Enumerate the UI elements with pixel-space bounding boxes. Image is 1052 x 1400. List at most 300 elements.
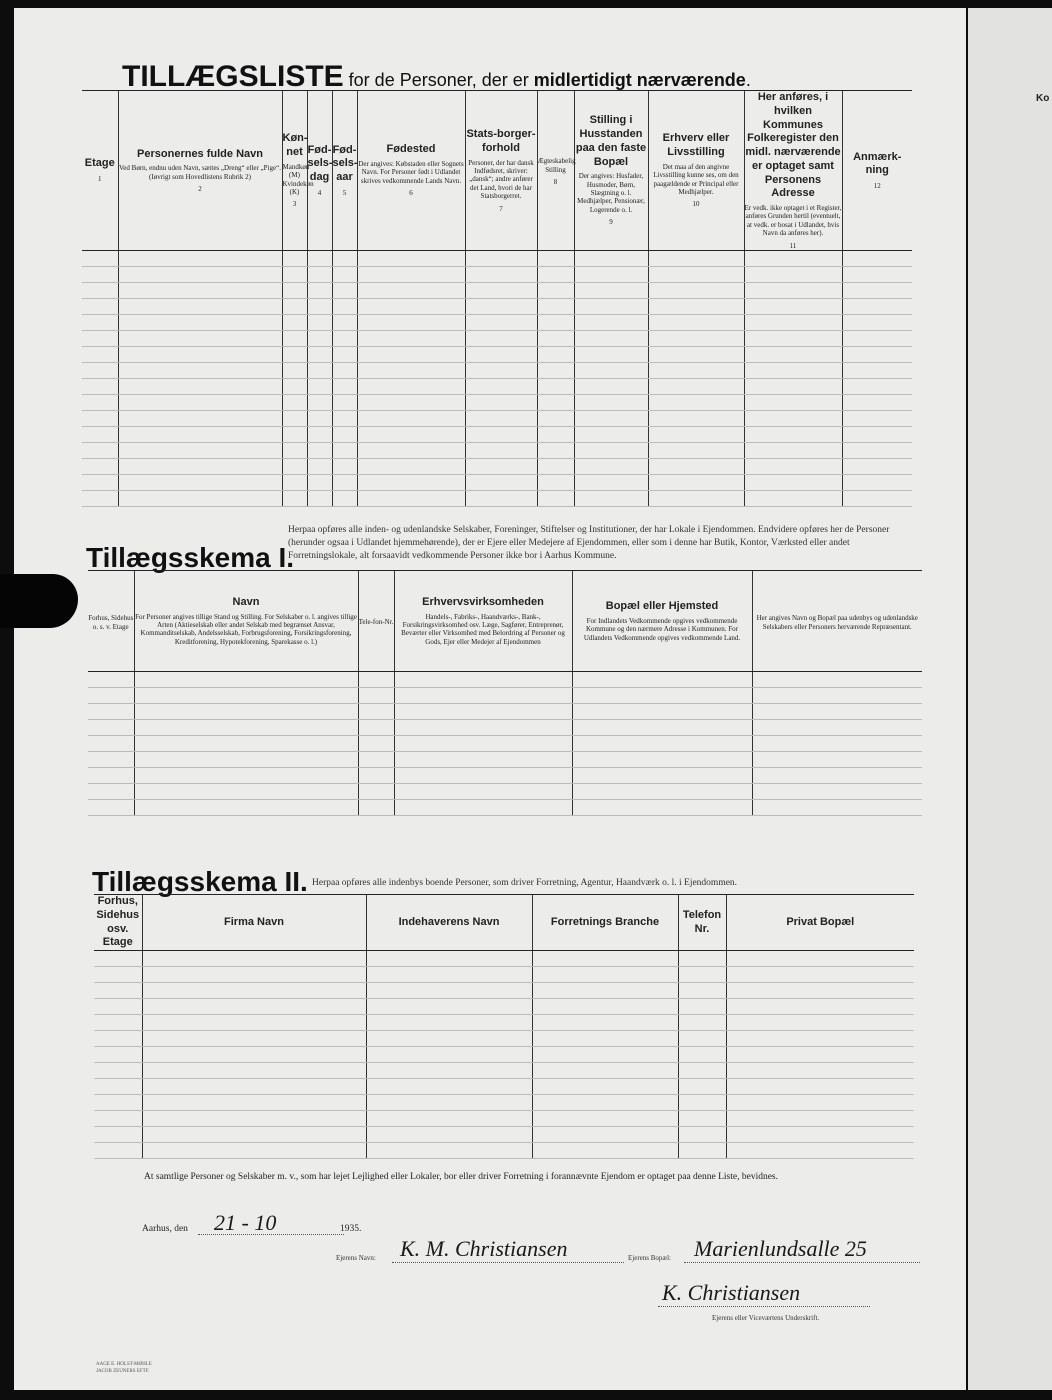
liste-row (82, 298, 912, 314)
liste-row (82, 362, 912, 378)
skema2-header-title: Forretnings Branche (550, 915, 660, 928)
skema1-cell (134, 688, 358, 704)
liste-cell (118, 346, 282, 362)
liste-cell (648, 298, 744, 314)
skema2-cell (532, 1095, 678, 1111)
skema2-cell (142, 1047, 366, 1063)
skema1-cell (88, 800, 134, 816)
skema2-cell (366, 1111, 532, 1127)
liste-header-title: Fød-sels-aar (332, 143, 358, 184)
liste-cell (842, 314, 912, 330)
liste-cell (537, 346, 574, 362)
skema1-cell (572, 784, 752, 800)
skema1-cell (134, 704, 358, 720)
skema1-row (88, 800, 922, 816)
liste-cell (82, 266, 118, 282)
skema2-row (94, 1063, 914, 1079)
skema1-cell (572, 704, 752, 720)
liste-cell (332, 266, 357, 282)
skema1-cell (394, 704, 572, 720)
liste-cell (537, 250, 574, 266)
liste-cell (282, 394, 307, 410)
place-label: Aarhus, den (142, 1224, 188, 1234)
skema2-header-title: Forhus, Sidehus osv. Etage (96, 895, 140, 949)
liste-cell (332, 474, 357, 490)
signature-label: Ejerens eller Viceværtens Underskrift. (712, 1314, 820, 1322)
liste-cell (465, 362, 537, 378)
skema2-header-6 (726, 895, 914, 951)
skema1-row (88, 704, 922, 720)
liste-cell (842, 426, 912, 442)
liste-column-number: 6 (409, 189, 413, 198)
liste-column-number: 3 (292, 200, 297, 209)
liste-row (82, 314, 912, 330)
skema1-cell (358, 704, 394, 720)
liste-header-note: Det maa af den angivne Livsstilling kunne ses, om den paagældende er Principal eller Medhjælper. (653, 162, 739, 196)
liste-cell (332, 346, 357, 362)
liste-row (82, 490, 912, 506)
skema2-cell (94, 983, 142, 999)
skema1-cell (358, 784, 394, 800)
liste-cell (842, 490, 912, 506)
printer-mark: AAGE E. HOLST-MØHLE JACOB ZEUNERS EFTF. (96, 1362, 152, 1374)
liste-cell (842, 298, 912, 314)
skema1-row (88, 752, 922, 768)
skema2-cell (366, 999, 532, 1015)
liste-cell (282, 490, 307, 506)
liste-cell (574, 474, 648, 490)
owner-address-handwritten: Marienlundsalle 25 (694, 1236, 867, 1261)
skema1-header-note: For Personer angives tillige Stand og Stilling. For Selskaber o. l. angives tillige Arten (Aktieselskab eller andet Selskab med begrænset Ansvar, Kommanditselskab, Andelsselskab, Forbrugsforening, Forsikringsforening, Kreditforening, Hypotekforening, Sparekasse o. l.) (135, 612, 357, 646)
liste-column-number: 4 (317, 188, 322, 197)
liste-cell (82, 474, 118, 490)
liste-cell (648, 362, 744, 378)
liste-cell (648, 266, 744, 282)
skema2-cell (678, 1127, 726, 1143)
skema2-cell (678, 1095, 726, 1111)
liste-cell (282, 314, 307, 330)
skema2-cell (678, 1143, 726, 1159)
skema2-cell (366, 1143, 532, 1159)
liste-cell (744, 282, 842, 298)
skema1-cell (88, 672, 134, 688)
liste-row (82, 474, 912, 490)
liste-cell (842, 266, 912, 282)
title-sub: for de Personer, der er (343, 70, 534, 90)
liste-cell (307, 410, 332, 426)
liste-header-title: Fød-sels-dag (307, 143, 333, 184)
page-title (122, 60, 751, 94)
skema2-cell (366, 1095, 532, 1111)
skema2-cell (678, 1111, 726, 1127)
skema1-cell (134, 672, 358, 688)
liste-cell (332, 362, 357, 378)
skema2-header-title: Indehaverens Navn (398, 915, 500, 928)
liste-header-5 (332, 91, 357, 251)
liste-cell (465, 266, 537, 282)
skema2-cell (726, 1111, 914, 1127)
owner-name-line (392, 1262, 624, 1263)
liste-cell (357, 442, 465, 458)
skema1-header-title: Bopæl eller Hjemsted (605, 600, 719, 613)
liste-cell (118, 298, 282, 314)
liste-cell (744, 410, 842, 426)
liste-cell (118, 314, 282, 330)
liste-cell (282, 410, 307, 426)
liste-cell (537, 426, 574, 442)
liste-header-3 (282, 91, 314, 251)
liste-cell (465, 426, 537, 442)
skema2-cell (678, 1079, 726, 1095)
skema2-header-3 (366, 895, 532, 951)
liste-header-note: Ægteskabelig Stilling (537, 157, 576, 174)
liste-cell (82, 362, 118, 378)
liste-cell (537, 474, 574, 490)
liste-cell (307, 378, 332, 394)
liste-cell (744, 474, 842, 490)
liste-cell (82, 410, 118, 426)
liste-cell (648, 442, 744, 458)
liste-cell (537, 266, 574, 282)
liste-row (82, 266, 912, 282)
liste-cell (332, 314, 357, 330)
skema2-cell (678, 999, 726, 1015)
skema1-row (88, 672, 922, 688)
liste-cell (744, 442, 842, 458)
liste-column-number: 8 (553, 178, 558, 187)
liste-cell (332, 282, 357, 298)
liste-cell (744, 458, 842, 474)
liste-cell (574, 378, 648, 394)
skema2-cell (678, 1063, 726, 1079)
liste-cell (357, 378, 465, 394)
skema2-header-1 (94, 895, 142, 951)
liste-cell (465, 442, 537, 458)
skema2-cell (94, 967, 142, 983)
skema2-cell (726, 1031, 914, 1047)
liste-cell (82, 490, 118, 506)
skema2-cell (532, 1047, 678, 1063)
skema2-cell (94, 1079, 142, 1095)
adjacent-page (968, 8, 1052, 1390)
skema2-cell (532, 1143, 678, 1159)
liste-cell (465, 378, 537, 394)
skema1-cell (88, 704, 134, 720)
liste-cell (357, 474, 465, 490)
liste-cell (357, 490, 465, 506)
liste-cell (82, 346, 118, 362)
skema2-cell (366, 983, 532, 999)
liste-cell (357, 314, 465, 330)
skema2-cell (726, 1079, 914, 1095)
skema1-cell (358, 800, 394, 816)
skema1-note: Herpaa opføres alle inden- og udenlandske Selskaber, Foreninger, Stiftelser og Institutioner, der har Lokale i Ejendommen. Endvidere opføres her de Personer (herunder ogsaa i Udlandet hjemmehørende), der er Ejere eller Medejere af Ejendommen, eller som i denne har Butik, Kontor, Værksted eller andet Forretningslokale, alt forsaavidt vedkommende Personer ikke bor i Aarhus Kommune. (288, 525, 890, 561)
liste-cell (357, 346, 465, 362)
liste-cell (357, 298, 465, 314)
skema2-row (94, 967, 914, 983)
skema2-cell (366, 1079, 532, 1095)
liste-cell (82, 378, 118, 394)
liste-row (82, 250, 912, 266)
liste-row (82, 442, 912, 458)
document-page (14, 8, 966, 1390)
skema2-row (94, 1079, 914, 1095)
liste-cell (648, 346, 744, 362)
skema1-cell (134, 800, 358, 816)
liste-column-number: 7 (499, 204, 503, 213)
liste-cell (574, 362, 648, 378)
liste-cell (118, 458, 282, 474)
liste-header-note: Der angives: Købstaden eller Sognets Navn. For Personer født i Udlandet skrives vedkommende Lands Navn. (358, 160, 464, 185)
skema2-table (94, 894, 914, 1159)
liste-cell (744, 426, 842, 442)
skema2-header-5 (678, 895, 726, 951)
skema1-cell (572, 672, 752, 688)
liste-cell (842, 282, 912, 298)
liste-cell (357, 266, 465, 282)
liste-cell (537, 490, 574, 506)
skema2-cell (366, 1047, 532, 1063)
declaration-text: At samtlige Personer og Selskaber m. v., som har lejet Lejlighed eller Lokaler, bor eller driver Forretning i forannævnte Ejendom er optaget paa denne Liste, bevidnes. (144, 1172, 778, 1182)
liste-cell (307, 314, 332, 330)
skema1-header-1 (88, 571, 134, 672)
liste-header-2 (118, 91, 282, 251)
liste-row (82, 282, 912, 298)
skema2-cell (532, 983, 678, 999)
skema1-row (88, 720, 922, 736)
liste-cell (357, 282, 465, 298)
skema1-header-title: Erhvervsvirksomheden (422, 595, 544, 608)
skema1-cell (394, 768, 572, 784)
title-sub-bold: midlertidigt nærværende (533, 70, 746, 90)
liste-cell (648, 394, 744, 410)
skema1-cell (752, 704, 922, 720)
date-handwritten: 21 - 10 (214, 1210, 277, 1235)
signature-handwritten: K. Christiansen (662, 1280, 801, 1305)
skema1-header-title: Navn (232, 595, 260, 608)
skema2-cell (726, 1063, 914, 1079)
liste-header-title: Her anføres, i hvilken Kommunes Folkeregister den midl. nærværende er optaget samt Personens Adresse (745, 91, 841, 200)
liste-cell (118, 282, 282, 298)
skema1-cell (358, 672, 394, 688)
liste-cell (282, 346, 307, 362)
liste-cell (82, 282, 118, 298)
liste-cell (842, 362, 912, 378)
skema2-cell (726, 999, 914, 1015)
skema2-cell (678, 951, 726, 967)
skema2-cell (532, 1031, 678, 1047)
liste-cell (118, 362, 282, 378)
liste-cell (465, 474, 537, 490)
skema1-header-4 (394, 571, 572, 672)
liste-cell (118, 394, 282, 410)
liste-cell (537, 330, 574, 346)
skema1-cell (88, 688, 134, 704)
liste-cell (648, 282, 744, 298)
liste-cell (357, 250, 465, 266)
skema2-cell (678, 1047, 726, 1063)
skema1-cell (752, 768, 922, 784)
liste-cell (118, 250, 282, 266)
liste-row (82, 394, 912, 410)
skema1-header-2 (134, 571, 358, 672)
liste-cell (118, 330, 282, 346)
liste-header-title: Etage (84, 157, 115, 170)
liste-cell (118, 490, 282, 506)
liste-cell (465, 250, 537, 266)
skema1-cell (358, 720, 394, 736)
liste-cell (537, 282, 574, 298)
owner-name-handwritten: K. M. Christiansen (400, 1236, 568, 1261)
liste-header-note: Mandkøn (M) Kvindekøn (K) (282, 162, 314, 196)
skema1-cell (572, 720, 752, 736)
title-sub-end: . (745, 70, 751, 90)
skema2-cell (532, 1079, 678, 1095)
skema2-cell (94, 999, 142, 1015)
liste-header-10 (648, 91, 744, 251)
skema1-title: Tillægsskema I. (86, 542, 295, 573)
skema2-cell (726, 983, 914, 999)
skema2-cell (94, 1111, 142, 1127)
skema1-cell (394, 800, 572, 816)
liste-cell (537, 298, 574, 314)
liste-cell (282, 474, 307, 490)
liste-cell (842, 330, 912, 346)
liste-cell (537, 378, 574, 394)
liste-cell (465, 282, 537, 298)
liste-cell (307, 458, 332, 474)
skema1-cell (572, 736, 752, 752)
skema1-cell (752, 736, 922, 752)
skema2-cell (726, 951, 914, 967)
skema1-cell (134, 752, 358, 768)
signature-line (658, 1306, 870, 1307)
skema2-cell (726, 1143, 914, 1159)
liste-cell (574, 394, 648, 410)
skema2-cell (142, 1063, 366, 1079)
liste-cell (648, 458, 744, 474)
liste-header-11 (744, 91, 842, 251)
skema2-cell (142, 1111, 366, 1127)
skema2-cell (142, 951, 366, 967)
skema2-cell (726, 1127, 914, 1143)
skema2-row (94, 1111, 914, 1127)
liste-cell (537, 394, 574, 410)
liste-cell (648, 378, 744, 394)
skema1-cell (88, 784, 134, 800)
liste-cell (307, 490, 332, 506)
skema1-cell (134, 720, 358, 736)
skema2-cell (142, 999, 366, 1015)
skema1-row (88, 688, 922, 704)
liste-cell (332, 410, 357, 426)
skema1-cell (752, 688, 922, 704)
skema1-header-6 (752, 571, 922, 672)
skema2-cell (532, 967, 678, 983)
liste-header-1 (82, 91, 118, 251)
liste-cell (282, 426, 307, 442)
liste-row (82, 426, 912, 442)
skema1-cell (572, 800, 752, 816)
skema1-table (88, 570, 922, 816)
skema2-cell (532, 1015, 678, 1031)
liste-cell (465, 298, 537, 314)
skema1-cell (88, 720, 134, 736)
liste-cell (648, 250, 744, 266)
skema2-cell (94, 1047, 142, 1063)
skema1-header-note: Her angives Navn og Bopæl paa udenbys og udenlandske Selskabers eller Personers herværende Repræsentant. (756, 614, 918, 631)
liste-cell (332, 330, 357, 346)
skema2-cell (94, 1095, 142, 1111)
skema1-cell (134, 784, 358, 800)
liste-cell (465, 314, 537, 330)
skema2-cell (94, 1015, 142, 1031)
liste-cell (465, 394, 537, 410)
owner-name-label: Ejerens Navn: (336, 1254, 376, 1262)
liste-cell (332, 298, 357, 314)
skema1-cell (88, 752, 134, 768)
skema2-cell (142, 1079, 366, 1095)
liste-cell (307, 394, 332, 410)
liste-column-number: 1 (98, 175, 102, 184)
liste-cell (842, 474, 912, 490)
liste-cell (282, 250, 307, 266)
liste-cell (574, 298, 648, 314)
skema2-cell (142, 1031, 366, 1047)
skema1-row (88, 784, 922, 800)
liste-cell (307, 474, 332, 490)
skema1-cell (752, 800, 922, 816)
liste-cell (332, 458, 357, 474)
liste-cell (537, 410, 574, 426)
skema2-cell (142, 1127, 366, 1143)
liste-row (82, 458, 912, 474)
skema2-row (94, 1015, 914, 1031)
liste-cell (307, 426, 332, 442)
liste-cell (574, 458, 648, 474)
liste-cell (744, 490, 842, 506)
liste-row (82, 346, 912, 362)
skema1-header-note: Tele-fon-Nr. (358, 618, 394, 627)
liste-cell (307, 330, 332, 346)
liste-header-note: Er vedk. ikke optaget i et Register, anføres Grunden hertil (eventuelt, at vedk. er bosat i Udlandet, hvis Navn da anføres her). (744, 204, 842, 238)
liste-column-number: 12 (873, 182, 881, 191)
liste-cell (282, 458, 307, 474)
liste-column-number: 2 (198, 185, 202, 194)
skema2-note: Herpaa opføres alle indenbys boende Personer, som driver Forretning, Agentur, Haandværk o. l. i Ejendommen. (312, 878, 738, 888)
liste-cell (648, 330, 744, 346)
liste-cell (574, 282, 648, 298)
skema2-row (94, 1031, 914, 1047)
liste-cell (648, 490, 744, 506)
liste-cell (307, 298, 332, 314)
skema2-cell (532, 951, 678, 967)
liste-cell (744, 378, 842, 394)
skema1-cell (358, 752, 394, 768)
skema1-cell (394, 688, 572, 704)
liste-cell (465, 490, 537, 506)
skema2-cell (142, 1015, 366, 1031)
tillaegsliste-table (82, 90, 912, 507)
liste-cell (307, 282, 332, 298)
skema2-cell (142, 983, 366, 999)
owner-address-label: Ejerens Bopæl: (628, 1254, 671, 1262)
liste-cell (82, 458, 118, 474)
liste-cell (118, 442, 282, 458)
skema1-cell (752, 752, 922, 768)
liste-column-number: 9 (609, 218, 613, 227)
skema2-cell (678, 1015, 726, 1031)
